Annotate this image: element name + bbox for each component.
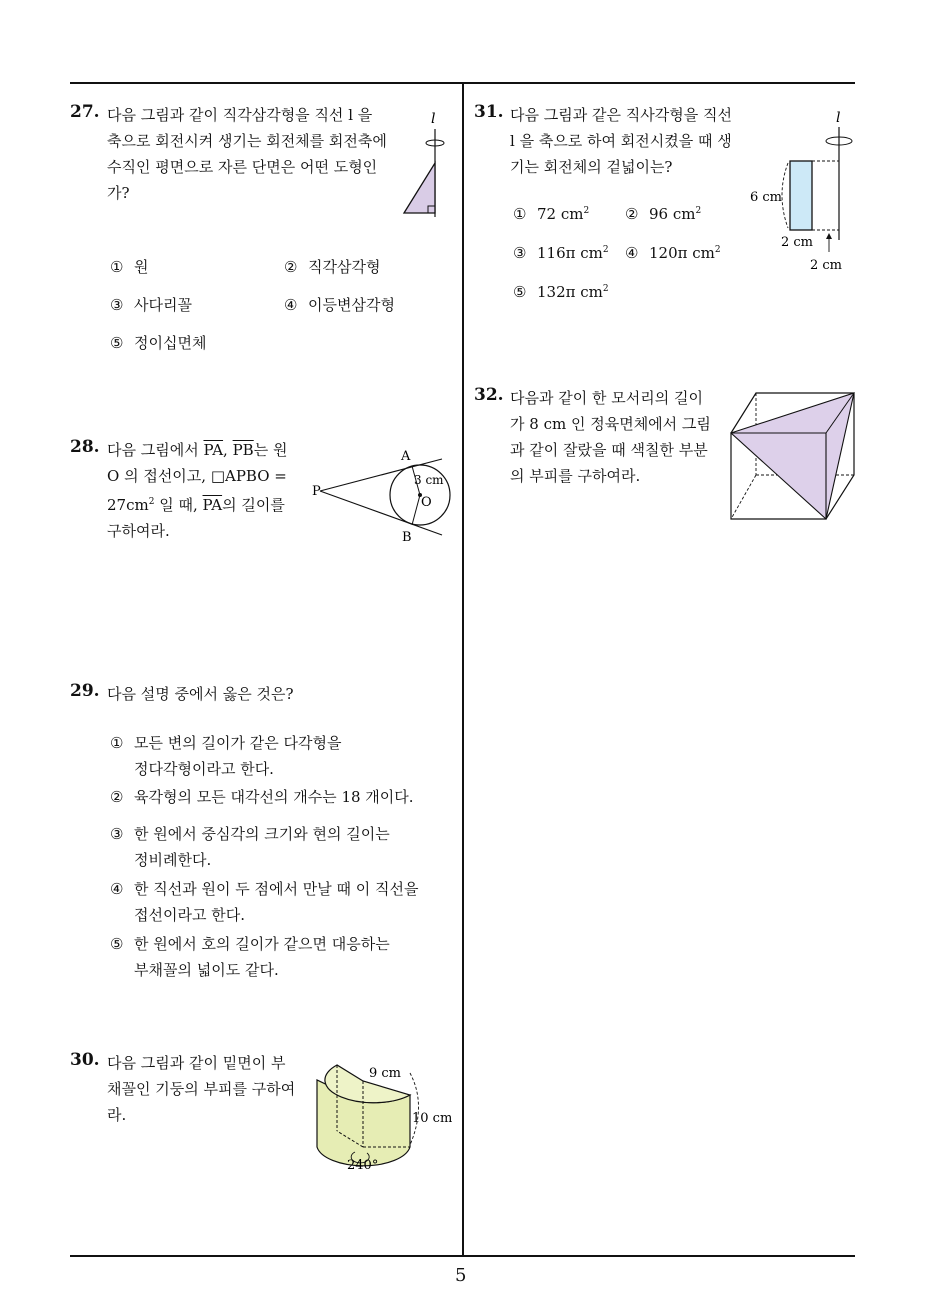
q31-option-3[interactable]: ③ 116π $cm^2$ <box>513 244 609 262</box>
question-stem: 다음 설명 중에서 옳은 것은? <box>107 685 294 703</box>
center-divider <box>462 84 464 1256</box>
radius-label: 9 cm <box>369 1066 402 1081</box>
q29-option-5[interactable]: ⑤ 한 원에서 호의 길이가 같으면 대응하는 부채꼴의 넓이도 같다. <box>110 935 390 979</box>
width-label: 2 cm <box>781 235 814 250</box>
question-text: 다음 그림과 같은 직사각형을 직선 l 을 축으로 하여 회전시켰을 때 생 기는 회전체의 겉넓이는? <box>510 106 732 176</box>
q29-option-2[interactable]: ② 육각형의 모든 대각선의 개수는 18 개이다. <box>110 788 414 806</box>
question-number: 30. <box>70 1050 100 1070</box>
question-number: 31. <box>474 102 504 122</box>
q29-option-4[interactable]: ④ 한 직선과 원이 두 점에서 만날 때 이 직선을 접선이라고 한다. <box>110 880 419 924</box>
height-label: 6 cm <box>750 190 783 205</box>
gap-arrowhead <box>826 233 832 239</box>
point-a: A <box>401 449 411 464</box>
q27-figure <box>395 105 455 220</box>
axis-label: l <box>836 110 841 126</box>
cut-piece <box>731 393 854 519</box>
radius-ob <box>412 495 420 525</box>
point-p: P <box>312 484 321 499</box>
q31-option-1[interactable]: ① 72 $cm^2$ <box>513 205 590 223</box>
q31-figure <box>748 105 858 275</box>
q27-option-1[interactable]: ① 원 <box>110 258 149 276</box>
q29-option-1[interactable]: ① 모든 변의 길이가 같은 다각형을 정다각형이라고 한다. <box>110 734 342 778</box>
q32-figure <box>726 388 858 523</box>
height-label: 10 cm <box>412 1111 453 1126</box>
question-text: 다음 그림과 같이 직각삼각형을 직선 l 을 축으로 회전시켜 생기는 회전체를 회전축에 수직인 평면으로 자른 단면은 어떤 도형인 가? <box>107 106 387 202</box>
height-brace <box>782 163 788 228</box>
q30-figure <box>305 1055 460 1180</box>
question-text: 다음 그림과 같이 밑면이 부 채꼴인 기둥의 부피를 구하여 라. <box>107 1054 296 1124</box>
q27-option-3[interactable]: ③ 사다리꼴 <box>110 296 192 314</box>
q31-option-5[interactable]: ⑤ 132π $cm^2$ <box>513 283 609 301</box>
radius-label: 3 cm <box>414 473 444 487</box>
q27-option-5[interactable]: ⑤ 정이십면체 <box>110 334 207 352</box>
height-brace <box>410 1073 419 1145</box>
q28-figure <box>308 445 458 545</box>
q31-option-4[interactable]: ④ 120π $cm^2$ <box>625 244 721 262</box>
question-number: 28. <box>70 437 100 457</box>
question-text: 다음과 같이 한 모서리의 길이 가 8 cm 인 정육면체에서 그림 과 같이 잘랐을 때 색칠한 부분 의 부피를 구하여라. <box>510 389 711 485</box>
gap-label: 2 cm <box>810 258 843 273</box>
hidden-edge-3 <box>731 475 756 519</box>
q29-option-3[interactable]: ③ 한 원에서 중심각의 크기와 현의 길이는 정비례한다. <box>110 825 390 869</box>
rectangle <box>790 161 812 230</box>
page-number: 5 <box>455 1265 467 1286</box>
angle-label: 240° <box>347 1158 379 1173</box>
question-number: 29. <box>70 681 100 701</box>
point-b: B <box>402 530 412 545</box>
question-number: 32. <box>474 385 504 405</box>
q27-option-2[interactable]: ② 직각삼각형 <box>284 258 381 276</box>
bottom-rule <box>70 1255 855 1257</box>
q31-option-2[interactable]: ② 96 $cm^2$ <box>625 205 702 223</box>
point-o: O <box>421 495 432 510</box>
q27-option-4[interactable]: ④ 이등변삼각형 <box>284 296 395 314</box>
question-text: 다음 그림에서 $\overline{PA}$, $\overline{PB}$는 원 O 의 접선이고, □APBO = $27cm^2$ 일 때, $\overline{PA}$의 길이를 구하여라. <box>107 441 288 540</box>
axis-label: l <box>431 111 436 127</box>
question-number: 27. <box>70 102 100 122</box>
